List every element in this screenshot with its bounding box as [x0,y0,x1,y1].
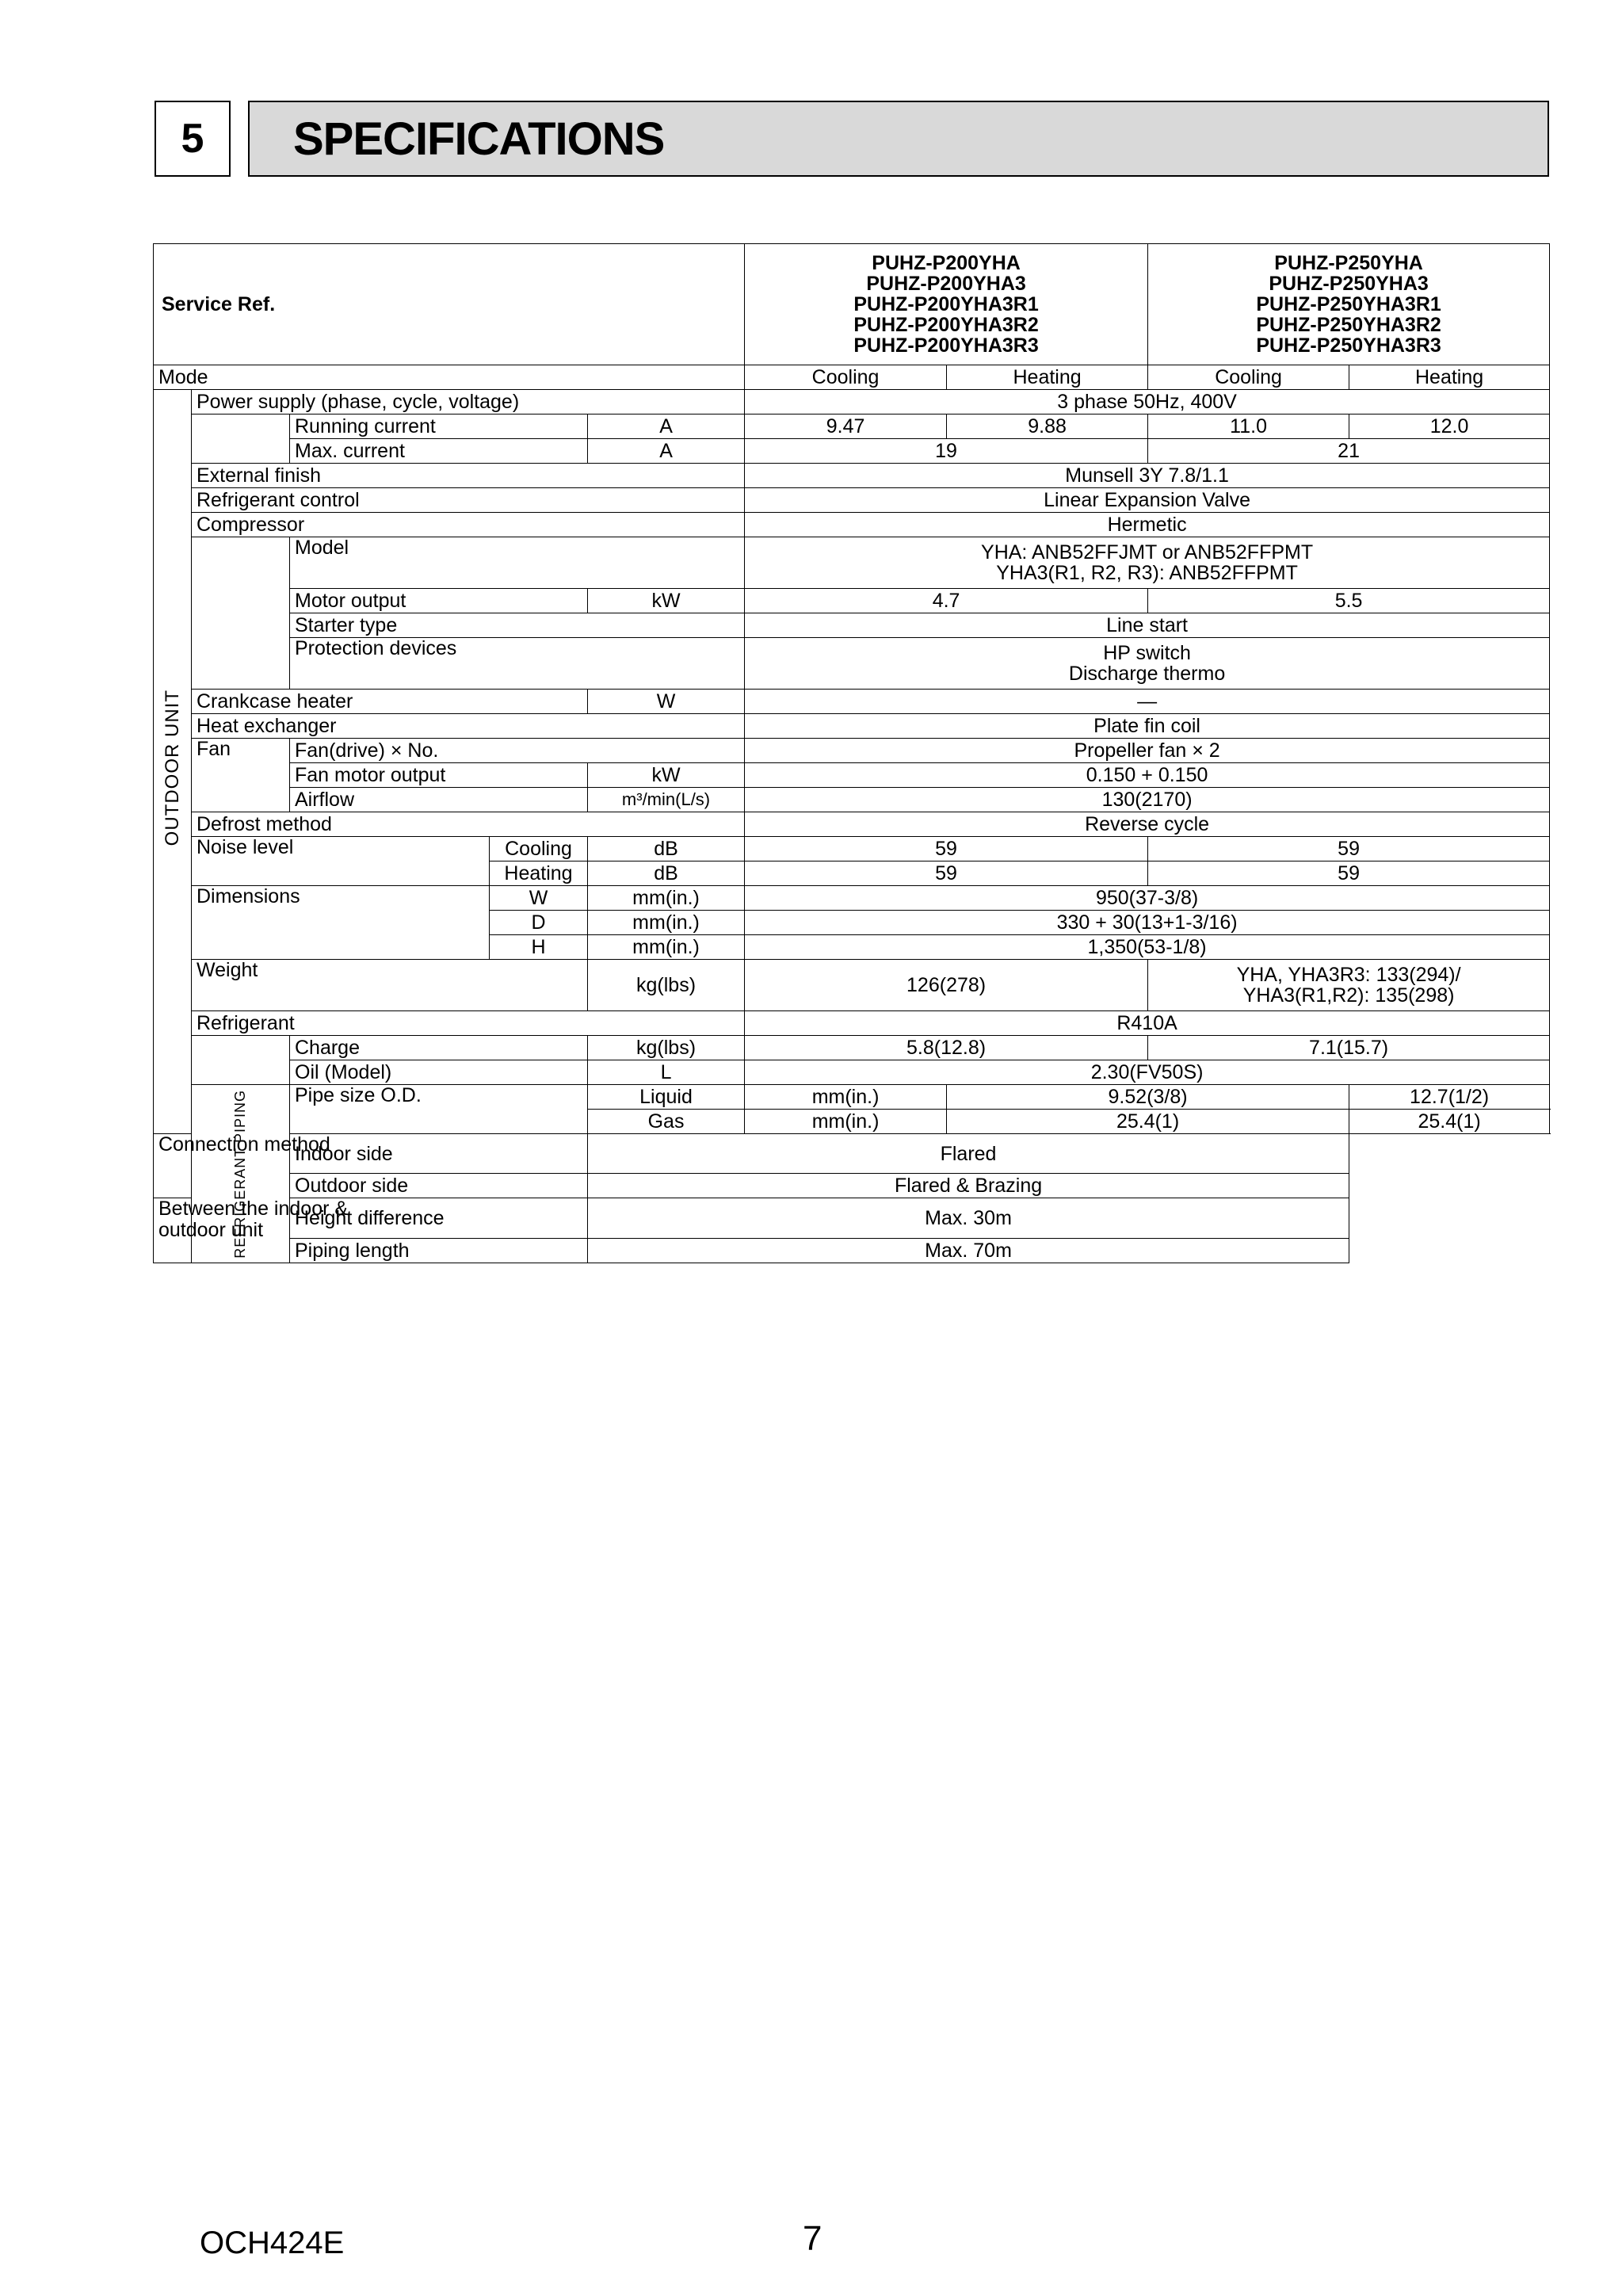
refrigerant-control-value: Linear Expansion Valve [745,488,1550,513]
dim-w-value: 950(37-3/8) [745,886,1550,911]
starter-type-value: Line start [745,613,1550,638]
airflow-value: 130(2170) [745,788,1550,812]
running-current-row [154,415,1550,439]
value: 19 [745,439,1148,464]
outdoor-unit-side-label: OUTDOOR UNIT [154,390,192,1134]
crankcase-heater-label: Crankcase heater [192,690,588,714]
starter-type-row [154,613,1550,638]
refrigerant-label: Refrigerant [192,1011,745,1036]
unit: W [588,690,745,714]
value: 59 [745,861,1148,886]
weight-line: YHA3(R1,R2): 135(298) [1242,984,1455,1007]
dim-h-label: H [490,935,588,960]
piping-length-row [154,1238,1550,1263]
value: 25.4(1) [947,1110,1349,1134]
unit: kW [588,763,745,788]
value: 59 [1148,837,1550,861]
unit: dB [588,861,745,886]
value: 9.47 [745,415,947,439]
document-code: OCH424E [200,2225,345,2260]
running-current-label: Running current [290,415,588,439]
unit: mm(in.) [588,886,745,911]
pipe-gas-label: Gas [588,1110,745,1134]
model-name: PUHZ-P200YHA3R3 [853,334,1039,357]
oil-label: Oil (Model) [290,1060,588,1085]
model-name: PUHZ-P200YHA3R1 [853,293,1039,315]
external-finish-row [154,464,1550,488]
protection-devices-label: Protection devices [290,638,745,690]
mode-cooling: Cooling [745,365,947,390]
unit: kg(lbs) [588,960,745,1011]
airflow-label: Airflow [290,788,588,812]
mode-label: Mode [154,365,745,390]
oil-value: 2.30(FV50S) [745,1060,1550,1085]
fan-row [154,739,1550,763]
piping-length-value: Max. 70m [588,1238,1349,1263]
weight-value [1148,960,1550,1011]
max-current-label: Max. current [290,439,588,464]
piping-length-label: Piping length [290,1238,588,1263]
model-line: YHA: ANB52FFJMT or ANB52FFPMT [981,541,1314,563]
between-line: outdoor unit [158,1218,264,1241]
model-name: PUHZ-P250YHA3R2 [1256,314,1441,336]
model-name: PUHZ-P250YHA3R1 [1256,293,1441,315]
unit: A [588,439,745,464]
fan-motor-output-label: Fan motor output [290,763,588,788]
protection-devices-row [154,638,1550,690]
charge-label: Charge [290,1036,588,1060]
indoor-side-label: Indoor side [290,1134,588,1174]
pipe-liquid-label: Liquid [588,1085,745,1110]
value: 25.4(1) [1349,1110,1550,1134]
protection-devices-value [745,638,1550,690]
refrigerant-control-row [154,488,1550,513]
noise-cooling-label: Cooling [490,837,588,861]
motor-output-row [154,589,1550,613]
compressor-model-row [154,537,1550,589]
connection-indoor-row [154,1134,1550,1174]
max-current-row [154,439,1550,464]
model-name: PUHZ-P250YHA3 [1269,273,1429,295]
model-name: PUHZ-P250YHA3R3 [1256,334,1441,357]
weight-line: YHA, YHA3R3: 133(294)/ [1236,963,1461,986]
value: 12.7(1/2) [1349,1085,1550,1110]
section-number: 5 [155,101,231,177]
dim-w-label: W [490,886,588,911]
crankcase-heater-value: — [745,690,1550,714]
p200-models [745,244,1148,365]
unit: kW [588,589,745,613]
heat-exchanger-row [154,714,1550,739]
mode-heating: Heating [1349,365,1550,390]
dimension-w-row [154,886,1550,911]
unit: mm(in.) [745,1085,947,1110]
noise-heating-label: Heating [490,861,588,886]
value: 4.7 [745,589,1148,613]
value: 9.52(3/8) [947,1085,1349,1110]
protection-line: HP switch [1103,641,1191,664]
height-difference-row [154,1198,1550,1238]
service-ref-row [154,244,1550,365]
value: 12.0 [1349,415,1550,439]
unit: dB [588,837,745,861]
height-difference-label: Height difference [290,1198,588,1238]
specifications-table [153,243,1550,1263]
value: 9.88 [947,415,1148,439]
value: 59 [745,837,1148,861]
unit: m³/min(L/s) [588,788,745,812]
unit: kg(lbs) [588,1036,745,1060]
external-finish-value: Munsell 3Y 7.8/1.1 [745,464,1550,488]
value: 21 [1148,439,1550,464]
weight-label: Weight [192,960,588,1011]
fan-motor-output-row [154,763,1550,788]
fan-label: Fan [192,739,290,812]
crankcase-heater-row [154,690,1550,714]
unit: L [588,1060,745,1085]
value: 59 [1148,861,1550,886]
heat-exchanger-value: Plate fin coil [745,714,1550,739]
noise-cooling-row [154,837,1550,861]
noise-level-label: Noise level [192,837,490,886]
value: 5.8(12.8) [745,1036,1148,1060]
page-number: 7 [803,2219,822,2258]
connection-outdoor-row [154,1174,1550,1198]
p250-models [1148,244,1550,365]
model-name: PUHZ-P200YHA [872,252,1021,274]
fan-value: Propeller fan × 2 [745,739,1550,763]
mode-row [154,365,1550,390]
dim-d-label: D [490,911,588,935]
oil-row [154,1060,1550,1085]
power-supply-row [154,390,1550,415]
unit: mm(in.) [745,1110,947,1134]
motor-output-label: Motor output [290,589,588,613]
dim-h-value: 1,350(53-1/8) [745,935,1550,960]
external-finish-label: External finish [192,464,745,488]
unit: A [588,415,745,439]
defrost-method-value: Reverse cycle [745,812,1550,837]
model-value [745,537,1550,589]
connection-method-label: Connection method [154,1134,290,1198]
power-supply-value: 3 phase 50Hz, 400V [745,390,1550,415]
defrost-method-row [154,812,1550,837]
between-line: Between the indoor & [158,1198,349,1221]
unit: mm(in.) [588,935,745,960]
refrigerant-piping-side-label: REFRIGERANT PIPING [192,1085,290,1263]
indoor-side-value: Flared [588,1134,1349,1174]
dimensions-label: Dimensions [192,886,490,960]
mode-cooling: Cooling [1148,365,1349,390]
value: 7.1(15.7) [1148,1036,1550,1060]
value: 11.0 [1148,415,1349,439]
compressor-value: Hermetic [745,513,1550,537]
starter-type-label: Starter type [290,613,745,638]
charge-row [154,1036,1550,1060]
refrigerant-row [154,1011,1550,1036]
outdoor-side-label: Outdoor side [290,1174,588,1198]
service-ref-label: Service Ref. [154,244,745,365]
section-title: SPECIFICATIONS [248,101,1549,177]
value: 5.5 [1148,589,1550,613]
compressor-row [154,513,1550,537]
model-name: PUHZ-P250YHA [1274,252,1423,274]
airflow-row [154,788,1550,812]
outdoor-side-value: Flared & Brazing [588,1174,1349,1198]
pipe-size-label: Pipe size O.D. [290,1085,588,1134]
defrost-method-label: Defrost method [192,812,745,837]
height-difference-value: Max. 30m [588,1198,1349,1238]
weight-value: 126(278) [745,960,1148,1011]
refrigerant-control-label: Refrigerant control [192,488,745,513]
protection-line: Discharge thermo [1068,663,1226,685]
refrigerant-value: R410A [745,1011,1550,1036]
fan-drive-label: Fan(drive) × No. [290,739,745,763]
mode-heating: Heating [947,365,1148,390]
power-supply-label: Power supply (phase, cycle, voltage) [192,390,745,415]
model-label: Model [290,537,745,589]
fan-motor-output-value: 0.150 + 0.150 [745,763,1550,788]
compressor-label: Compressor [192,513,745,537]
model-name: PUHZ-P200YHA3R2 [853,314,1039,336]
weight-row [154,960,1550,1011]
dim-d-value: 330 + 30(13+1-3/16) [745,911,1550,935]
unit: mm(in.) [588,911,745,935]
heat-exchanger-label: Heat exchanger [192,714,745,739]
model-line: YHA3(R1, R2, R3): ANB52FFPMT [996,562,1298,584]
pipe-liquid-row [154,1085,1550,1110]
model-name: PUHZ-P200YHA3 [866,273,1026,295]
